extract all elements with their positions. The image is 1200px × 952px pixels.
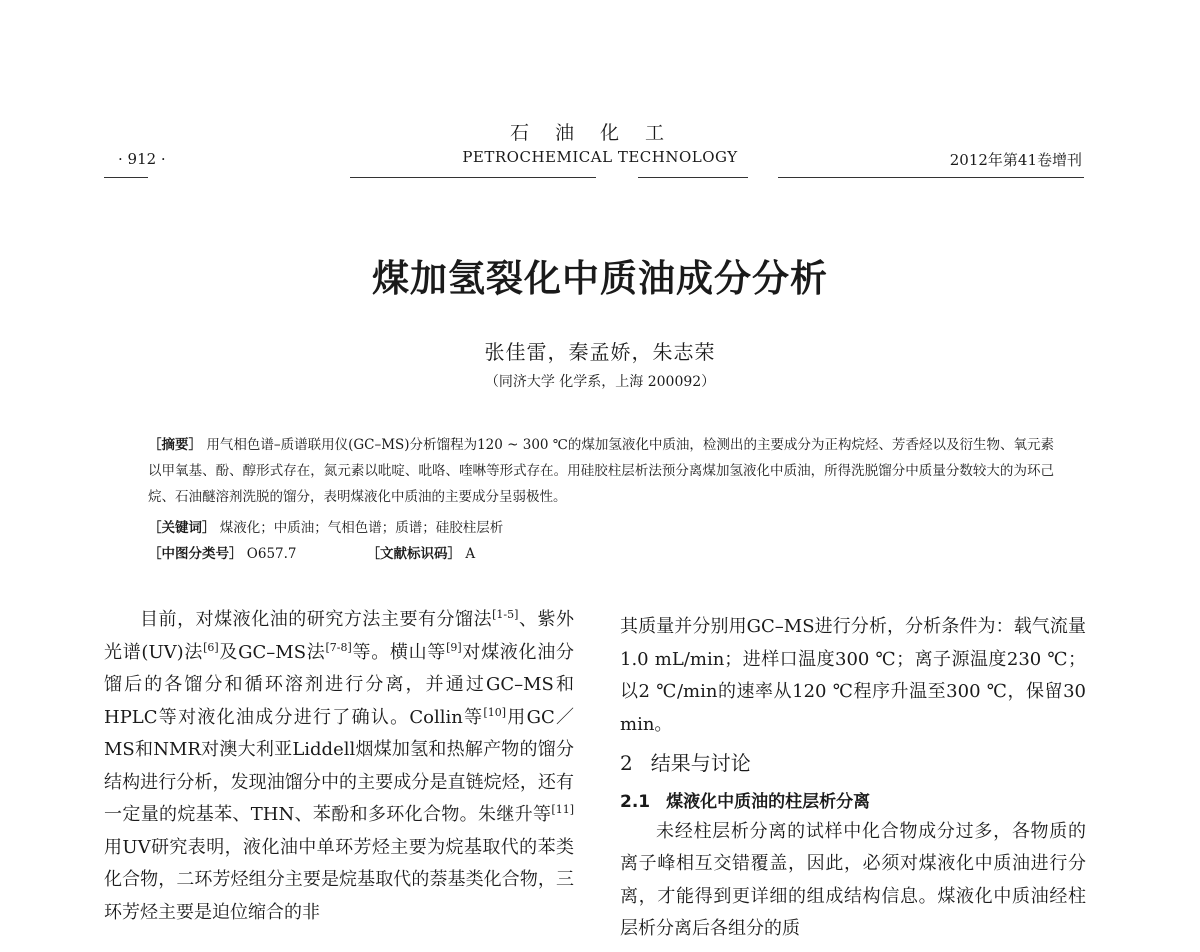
header-rule-mid-right [638, 177, 748, 178]
section-number: 2 [620, 751, 633, 775]
section-title: 结果与讨论 [650, 751, 751, 775]
abstract-label: ［摘要］ [148, 437, 203, 453]
classification [148, 542, 475, 562]
ref-marker: [11] [551, 803, 574, 816]
affiliation: （同济大学 化学系，上海 200092） [484, 374, 716, 390]
section-heading [620, 747, 1086, 780]
keywords-label: ［关键词］ [148, 520, 216, 536]
ref-marker: [9] [446, 640, 462, 654]
issue-label: 2012年第41卷增刊 [949, 151, 1082, 169]
journal-title-en: PETROCHEMICAL TECHNOLOGY [462, 148, 738, 166]
body-left-column [104, 604, 574, 929]
keywords-text: 煤液化；中质油；气相色谱；质谱；硅胶柱层析 [219, 520, 504, 536]
clc-value: O657.7 [246, 546, 297, 562]
abstract [148, 432, 1054, 510]
results-paragraph: 未经柱层析分离的试样中化合物成分过多，各物质的离子峰相互交错覆盖，因此，必须对煤液化中质油进行分离，才能得到更详细的组成结构信息。煤液化中质油经柱层析分离后各组分的质 [620, 820, 1086, 939]
subsection-title: 煤液化中质油的柱层析分离 [666, 791, 871, 812]
subsection-heading [620, 788, 1086, 816]
ref-marker: [6] [203, 640, 219, 654]
body-right-column [620, 611, 1086, 946]
ref-marker: [10] [483, 705, 507, 719]
page-number: · 912 · [118, 150, 166, 168]
author-list: 张佳雷，秦孟娇，朱志荣 [484, 340, 716, 364]
doc-code-label: ［文献标识码］ [366, 546, 462, 562]
intro-paragraph: 目前，对煤液化油的研究方法主要有分馏法[1-5]、紫外光谱(UV)法[6]及GC–MS法[7-8]等。横山等[9]对煤液化油分馏后的各馏分和循环溶剂进行分离，并通过GC–MS和HPLC等对液化油成分进行了确认。Collin等[10]用GC／MS和NMR对澳大利亚Liddell烟煤加氢和热解产物的馏分结构进行分析，发现油馏分中的主要成分是直链烷烃，还有一定量的烷基苯、THN、苯酚和多环化合物。朱继升等[11]用UV研究表明，液化油中单环芳烃主要为烷基取代的苯类化合物，二环芳烃组分主要是烷基取代的萘基类化合物，三环芳烃主要是迫位缩合的非 [104, 608, 575, 923]
header-rule-mid-left [350, 177, 596, 178]
header-rule-left [104, 177, 148, 178]
ref-marker: [1-5] [492, 608, 519, 621]
analysis-conditions-paragraph: 其质量并分别用GC–MS进行分析，分析条件为：载气流量1.0 mL/min；进样口温度300 ℃；离子源温度230 ℃；以2 ℃/min的速率从120 ℃程序升温至300 ℃，保留30 min。 [620, 616, 1086, 735]
header-rule-right [778, 177, 1084, 178]
journal-title-cn: 石油化工 [509, 122, 690, 144]
subsection-number: 2.1 [620, 791, 651, 812]
abstract-text: 用气相色谱–质谱联用仪(GC–MS)分析馏程为120 ~ 300 ℃的煤加氢液化中质油，检测出的主要成分为正构烷烃、芳香烃以及衍生物、氧元素以甲氧基、酚、醇形式存在，氮元素以吡啶、吡咯、喹啉等形式存在。用硅胶柱层析法预分离煤加氢液化中质油，所得洗脱馏分中质量分数较大的为环己烷、石油醚溶剂洗脱的馏分，表明煤液化中质油的主要成分呈弱极性。 [148, 437, 1054, 505]
keywords [148, 516, 503, 536]
ref-marker: [7-8] [325, 640, 352, 654]
doc-code-value: A [465, 546, 476, 562]
clc-label: ［中图分类号］ [148, 546, 243, 562]
paper-title: 煤加氢裂化中质油成分分析 [372, 257, 828, 300]
